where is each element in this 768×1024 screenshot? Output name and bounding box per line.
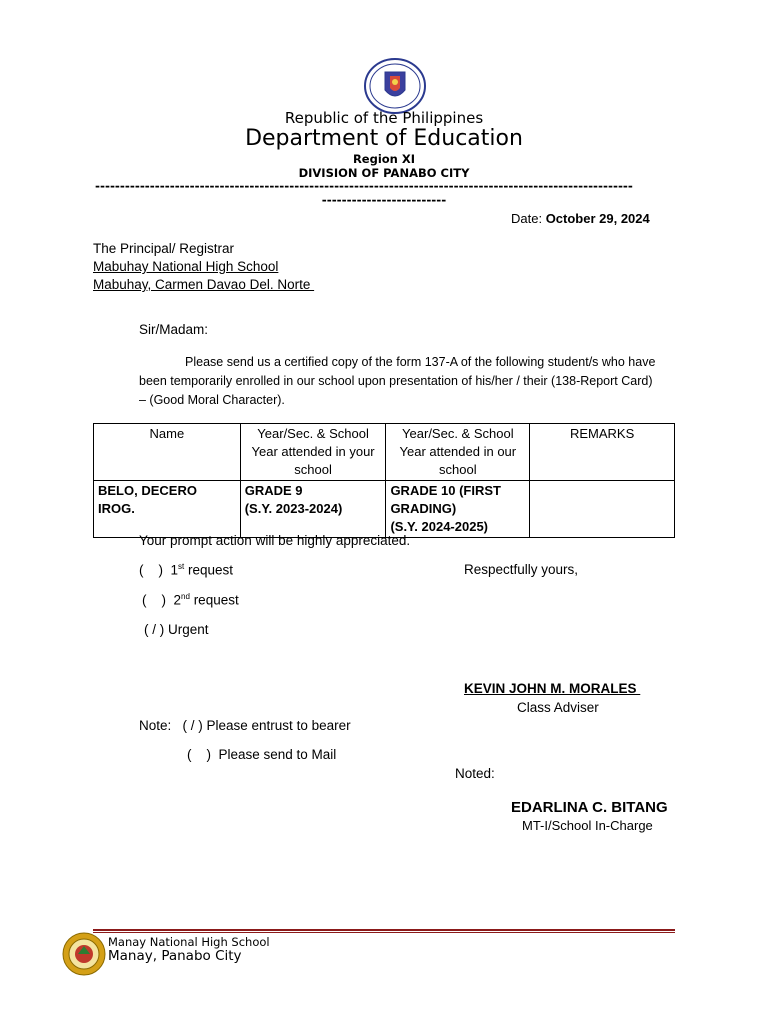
- country-heading: Republic of the Philippines: [284, 109, 484, 127]
- table-row: [94, 481, 675, 538]
- deped-seal-logo: [364, 58, 426, 114]
- first-request-suffix: st: [178, 562, 185, 571]
- noted-name: EDARLINA C. BITANG: [511, 799, 668, 816]
- date-label: Date:: [511, 211, 546, 226]
- first-request-checkbox: ( ): [139, 562, 163, 578]
- note-mail: ( ) Please send to Mail: [187, 747, 337, 762]
- first-request: [139, 562, 233, 578]
- table-header-name: Name: [94, 424, 241, 481]
- division-heading: DIVISION OF PANABO CITY: [298, 166, 470, 180]
- request-body: Please send us a certified copy of the form 137-A of the following student/s who have been temporarily enrolled in our school upon presentation of his/her / their (138-Report Card) – (Good Moral Character).: [139, 355, 656, 407]
- first-request-label: request: [184, 562, 234, 578]
- previous-school-year: (S.Y. 2023-2024): [244, 501, 343, 516]
- student-name: BELO, DECERO IROG.: [94, 481, 241, 538]
- current-school-year: (S.Y. 2024-2025): [390, 519, 489, 534]
- previous-year-cell: [240, 481, 386, 538]
- salutation: Sir/Madam:: [139, 322, 209, 337]
- second-request-label: request: [189, 592, 239, 608]
- second-request-checkbox: ( ): [142, 592, 166, 608]
- current-year-cell: [386, 481, 530, 538]
- footer-divider-thin: [93, 932, 675, 933]
- date-line: [511, 211, 650, 226]
- school-seal-logo: [61, 932, 107, 976]
- signatory-title: Class Adviser: [517, 700, 599, 715]
- remarks-cell: [530, 481, 675, 538]
- date-value: October 29, 2024: [545, 211, 650, 226]
- signatory-name: KEVIN JOHN M. MORALES: [464, 681, 641, 696]
- second-request-suffix: nd: [181, 592, 190, 601]
- current-grade: GRADE 10 (FIRST GRADING): [390, 483, 501, 516]
- table-header-row: [94, 424, 675, 481]
- second-request: [142, 592, 239, 608]
- recipient-school: Mabuhay National High School: [93, 259, 279, 274]
- footer-school-name: Manay National High School: [108, 935, 270, 949]
- note-bearer: Note: ( / ) Please entrust to bearer: [139, 718, 351, 733]
- appreciation-text: Your prompt action will be highly appreciated.: [139, 533, 411, 548]
- department-heading: Department of Education: [245, 126, 523, 151]
- previous-grade: GRADE 9: [244, 483, 303, 498]
- footer-divider: [93, 929, 675, 931]
- noted-label: Noted:: [455, 766, 495, 781]
- region-heading: Region XI: [352, 152, 416, 166]
- header-separator: ------------------------------------------------------------------------------------------------------------: [95, 179, 633, 193]
- footer-school-address: Manay, Panabo City: [108, 948, 242, 964]
- noted-title: MT-I/School In-Charge: [522, 818, 653, 833]
- recipient-address: Mabuhay, Carmen Davao Del. Norte: [93, 277, 315, 292]
- header-separator-continued: -------------------------: [321, 193, 447, 207]
- table-header-current-year: Year/Sec. & School Year attended in our school: [386, 424, 530, 481]
- urgent-request: ( / ) Urgent: [144, 622, 209, 637]
- student-table: [93, 423, 675, 538]
- second-request-number: 2: [173, 592, 182, 608]
- table-header-remarks: REMARKS: [530, 424, 675, 481]
- recipient-title: The Principal/ Registrar: [93, 241, 235, 256]
- first-request-number: 1: [170, 562, 179, 578]
- table-header-previous-year: Year/Sec. & School Year attended in your school: [240, 424, 386, 481]
- closing-text: Respectfully yours,: [464, 562, 579, 577]
